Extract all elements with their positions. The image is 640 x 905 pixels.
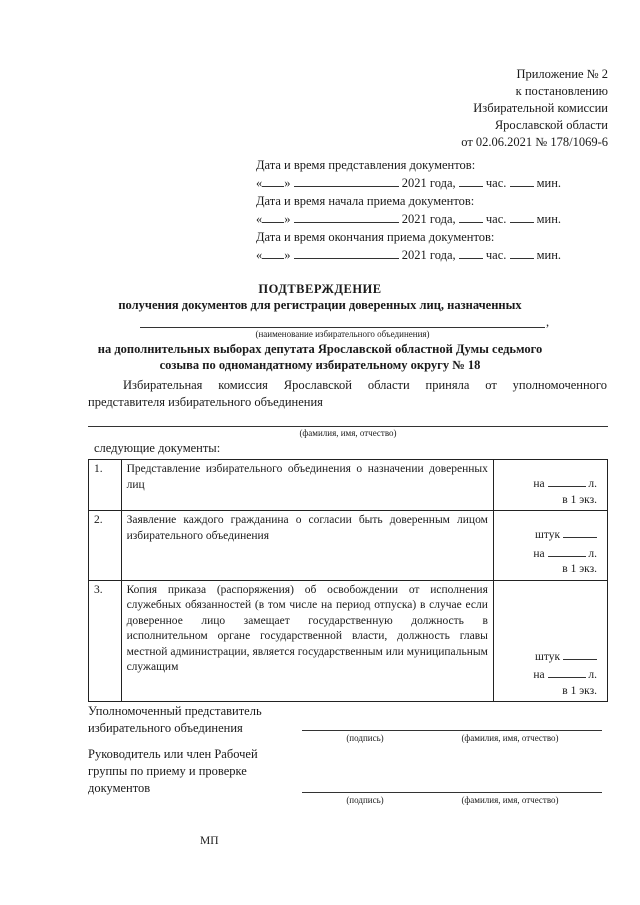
row-copies: в 1 экз.	[562, 563, 597, 575]
representative-name-line	[88, 426, 608, 427]
head-signature-label: Руководитель или член Рабочей группы по приему и проверке документов	[88, 747, 258, 795]
doc-subtitle: получения документов для регистрации доверенных лиц, назначенных	[118, 298, 522, 312]
row-quantity: штук на л. в 1 экз.	[493, 511, 607, 581]
appendix-resolution: к постановлению	[515, 84, 608, 98]
assoc-comma: ,	[546, 315, 550, 329]
appendix-date-number: от 02.06.2021 № 178/1069-6	[461, 135, 608, 149]
head-signature-line	[302, 792, 602, 793]
representative-name-hint: (фамилия, имя, отчество)	[299, 428, 397, 438]
appendix-commission: Избирательной комиссии	[473, 101, 608, 115]
date-block-end	[256, 229, 586, 264]
date-start-fields: « » 2021 года, час. мин.	[256, 212, 562, 226]
date-start-label: Дата и время начала приема документов:	[256, 194, 475, 208]
assoc-name-line	[140, 327, 545, 328]
assoc-name-hint: (наименование избирательного объединения)	[255, 329, 430, 339]
row-number: 2.	[89, 511, 122, 581]
row-quantity: на л. в 1 экз.	[493, 460, 607, 511]
table-row	[89, 580, 608, 702]
appendix-number: Приложение № 2	[516, 67, 608, 81]
date-submit-label: Дата и время представления документов:	[256, 158, 476, 172]
date-block-submit	[256, 157, 586, 192]
rep-fio-hint: (фамилия, имя, отчество)	[461, 733, 559, 743]
body-para-line-1: Избирательная комиссия Ярославской области приняла от уполномоченного	[123, 378, 607, 392]
date-end-label: Дата и время окончания приема документов:	[256, 230, 495, 244]
row-description: Представление избирательного объединения о назначении доверенных лиц	[121, 460, 493, 511]
date-block-start	[256, 193, 586, 228]
row-number: 1.	[89, 460, 122, 511]
election-line-1: на дополнительных выборах депутата Ярославской областной Думы седьмого	[97, 342, 543, 356]
row-copies: в 1 экз.	[562, 684, 597, 697]
date-end-fields: « » 2021 года, час. мин.	[256, 248, 562, 262]
rep-signature-line	[302, 730, 602, 731]
appendix-region: Ярославской области	[494, 118, 608, 132]
date-submit-fields: « » 2021 года, час. мин.	[256, 176, 562, 190]
rep-signature-label: Уполномоченный представитель избирательного объединения	[88, 704, 262, 735]
rep-sign-hint: (подпись)	[346, 733, 384, 743]
table-row	[89, 460, 608, 511]
doc-title: ПОДТВЕРЖДЕНИЕ	[258, 282, 382, 296]
row-number: 3.	[89, 580, 122, 702]
row-description: Копия приказа (распоряжения) об освобождении от исполнения служебных обязанностей (в том числе на период отпуска) в случае если доверенное лицо замещает государственную должность в исполнительном органе государственной власти, должность главы местной администрации, является государственным или муниципальным служащим	[121, 580, 493, 702]
documents-table	[88, 459, 608, 702]
body-para-line-2: представителя избирательного объединения	[88, 395, 323, 409]
row-quantity: штук на л. в 1 экз.	[493, 580, 607, 702]
stamp-place: МП	[200, 835, 219, 847]
head-sign-hint: (подпись)	[346, 795, 384, 805]
row-description: Заявление каждого гражданина о согласии быть доверенным лицом избирательного объединения	[121, 511, 493, 581]
election-line-2: созыва по одномандатному избирательному округу № 18	[159, 358, 481, 372]
table-row	[89, 511, 608, 581]
head-fio-hint: (фамилия, имя, отчество)	[461, 795, 559, 805]
following-docs-label: следующие документы:	[94, 441, 221, 455]
row-copies: в 1 экз.	[562, 493, 597, 506]
appendix-block	[388, 66, 608, 151]
